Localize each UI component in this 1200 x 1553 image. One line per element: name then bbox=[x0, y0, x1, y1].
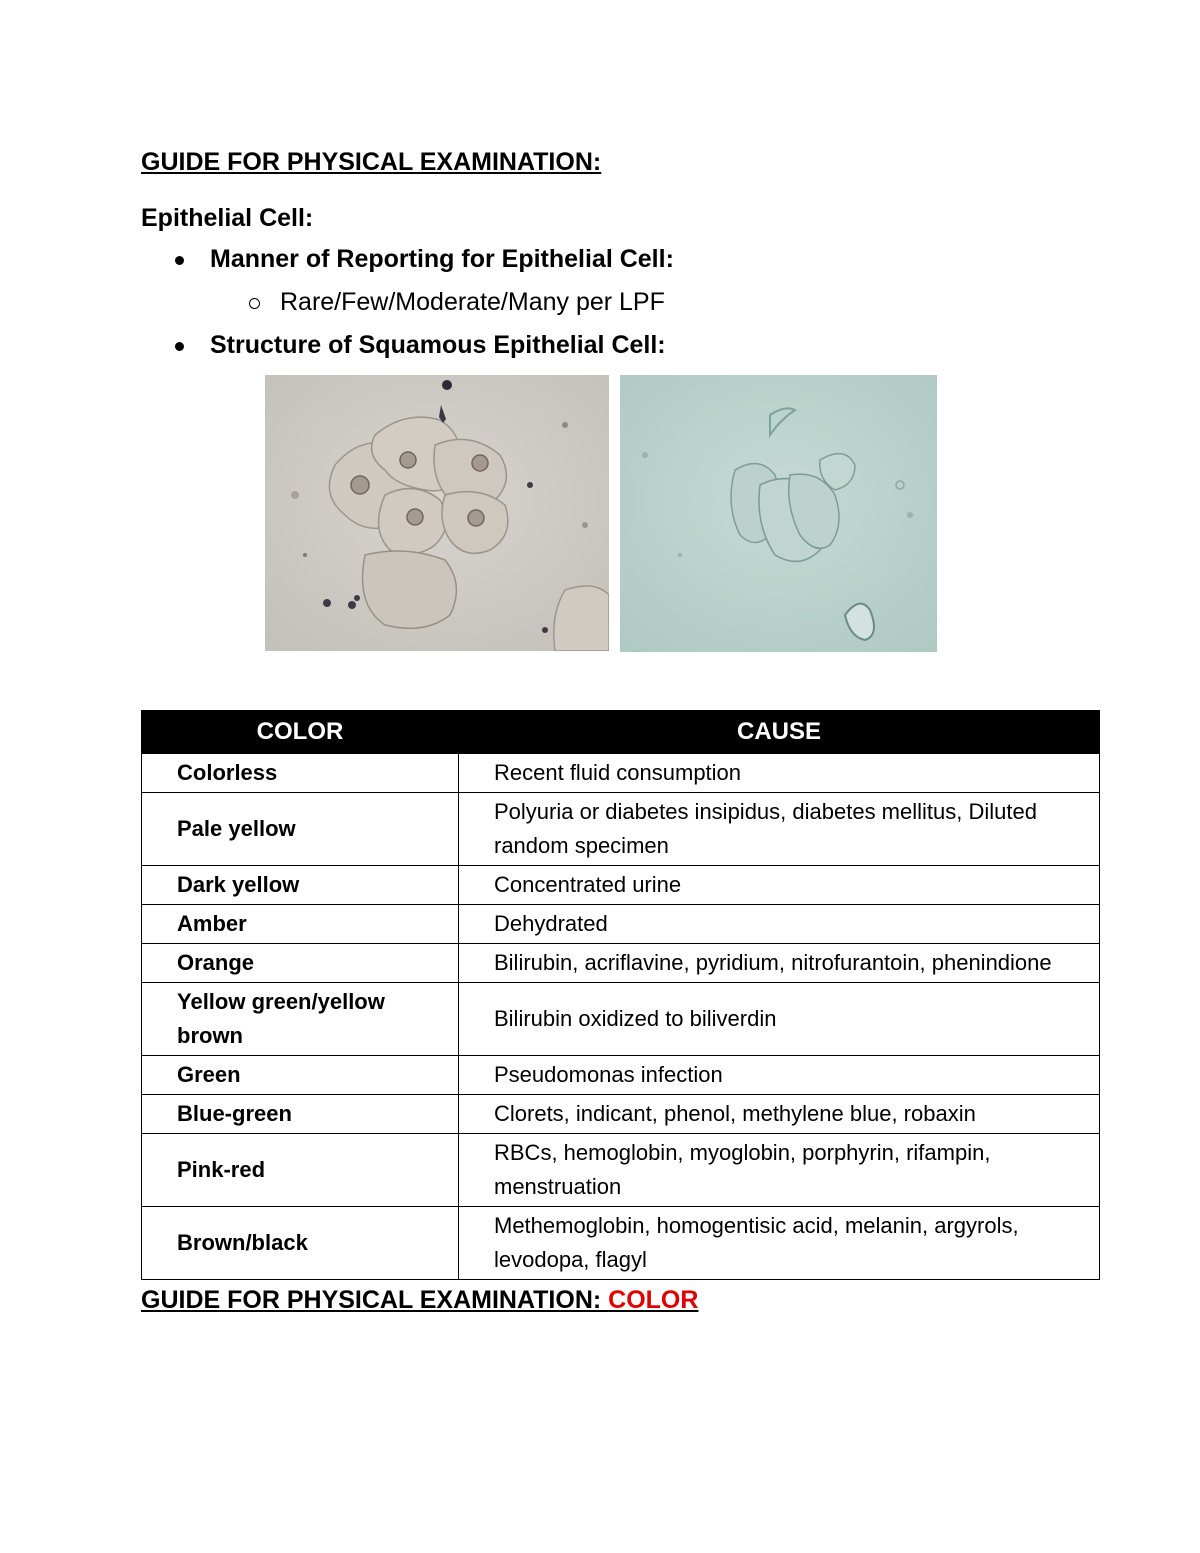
color-cell: Green bbox=[142, 1056, 459, 1095]
bullet-icon bbox=[175, 256, 184, 265]
squamous-cell-micrograph-1 bbox=[265, 375, 609, 651]
table-row bbox=[142, 866, 1100, 905]
table-row bbox=[142, 1056, 1100, 1095]
table-row bbox=[142, 793, 1100, 866]
table-row bbox=[142, 983, 1100, 1056]
cause-cell: Bilirubin oxidized to biliverdin bbox=[459, 983, 1100, 1056]
squamous-cell-micrograph-2 bbox=[620, 375, 937, 652]
table-row bbox=[142, 905, 1100, 944]
cause-cell: Pseudomonas infection bbox=[459, 1056, 1100, 1095]
cause-cell: Concentrated urine bbox=[459, 866, 1100, 905]
bullet-icon bbox=[175, 342, 184, 351]
color-cell: Colorless bbox=[142, 754, 459, 793]
color-cell: Pale yellow bbox=[142, 793, 459, 866]
table-header-row bbox=[142, 711, 1100, 754]
cause-cell: Recent fluid consumption bbox=[459, 754, 1100, 793]
cause-cell: Bilirubin, acriflavine, pyridium, nitrofurantoin, phenindione bbox=[459, 944, 1100, 983]
cause-cell: Clorets, indicant, phenol, methylene blue, robaxin bbox=[459, 1095, 1100, 1134]
header-color: COLOR bbox=[142, 711, 459, 754]
color-cause-table bbox=[141, 710, 1100, 1280]
structure-label: Structure of Squamous Epithelial Cell: bbox=[210, 331, 666, 359]
page-title: GUIDE FOR PHYSICAL EXAMINATION: bbox=[141, 148, 602, 176]
footer-title bbox=[141, 1286, 698, 1315]
sub-bullet-reporting-value bbox=[249, 288, 665, 317]
footer-title-prefix: GUIDE FOR PHYSICAL EXAMINATION: bbox=[141, 1286, 609, 1314]
color-cell: Dark yellow bbox=[142, 866, 459, 905]
color-cell: Blue-green bbox=[142, 1095, 459, 1134]
table-row bbox=[142, 944, 1100, 983]
section-title: Epithelial Cell: bbox=[141, 204, 314, 232]
circle-bullet-icon bbox=[249, 298, 260, 309]
bullet-structure bbox=[175, 331, 666, 360]
table-row bbox=[142, 754, 1100, 793]
header-cause: CAUSE bbox=[459, 711, 1100, 754]
color-cell: Brown/black bbox=[142, 1207, 459, 1280]
reporting-label: Manner of Reporting for Epithelial Cell: bbox=[210, 245, 674, 273]
color-cell: Amber bbox=[142, 905, 459, 944]
table-row bbox=[142, 1207, 1100, 1280]
reporting-value: Rare/Few/Moderate/Many per LPF bbox=[280, 288, 665, 316]
color-cell: Orange bbox=[142, 944, 459, 983]
color-cell: Yellow green/yellow brown bbox=[142, 983, 459, 1056]
footer-title-highlight: COLOR bbox=[608, 1286, 699, 1314]
cause-cell: Methemoglobin, homogentisic acid, melanin, argyrols, levodopa, flagyl bbox=[459, 1207, 1100, 1280]
table-row bbox=[142, 1095, 1100, 1134]
color-cell: Pink-red bbox=[142, 1134, 459, 1207]
cause-cell: Polyuria or diabetes insipidus, diabetes mellitus, Diluted random specimen bbox=[459, 793, 1100, 866]
cause-cell: RBCs, hemoglobin, myoglobin, porphyrin, rifampin, menstruation bbox=[459, 1134, 1100, 1207]
table-row bbox=[142, 1134, 1100, 1207]
cause-cell: Dehydrated bbox=[459, 905, 1100, 944]
bullet-reporting bbox=[175, 245, 674, 274]
